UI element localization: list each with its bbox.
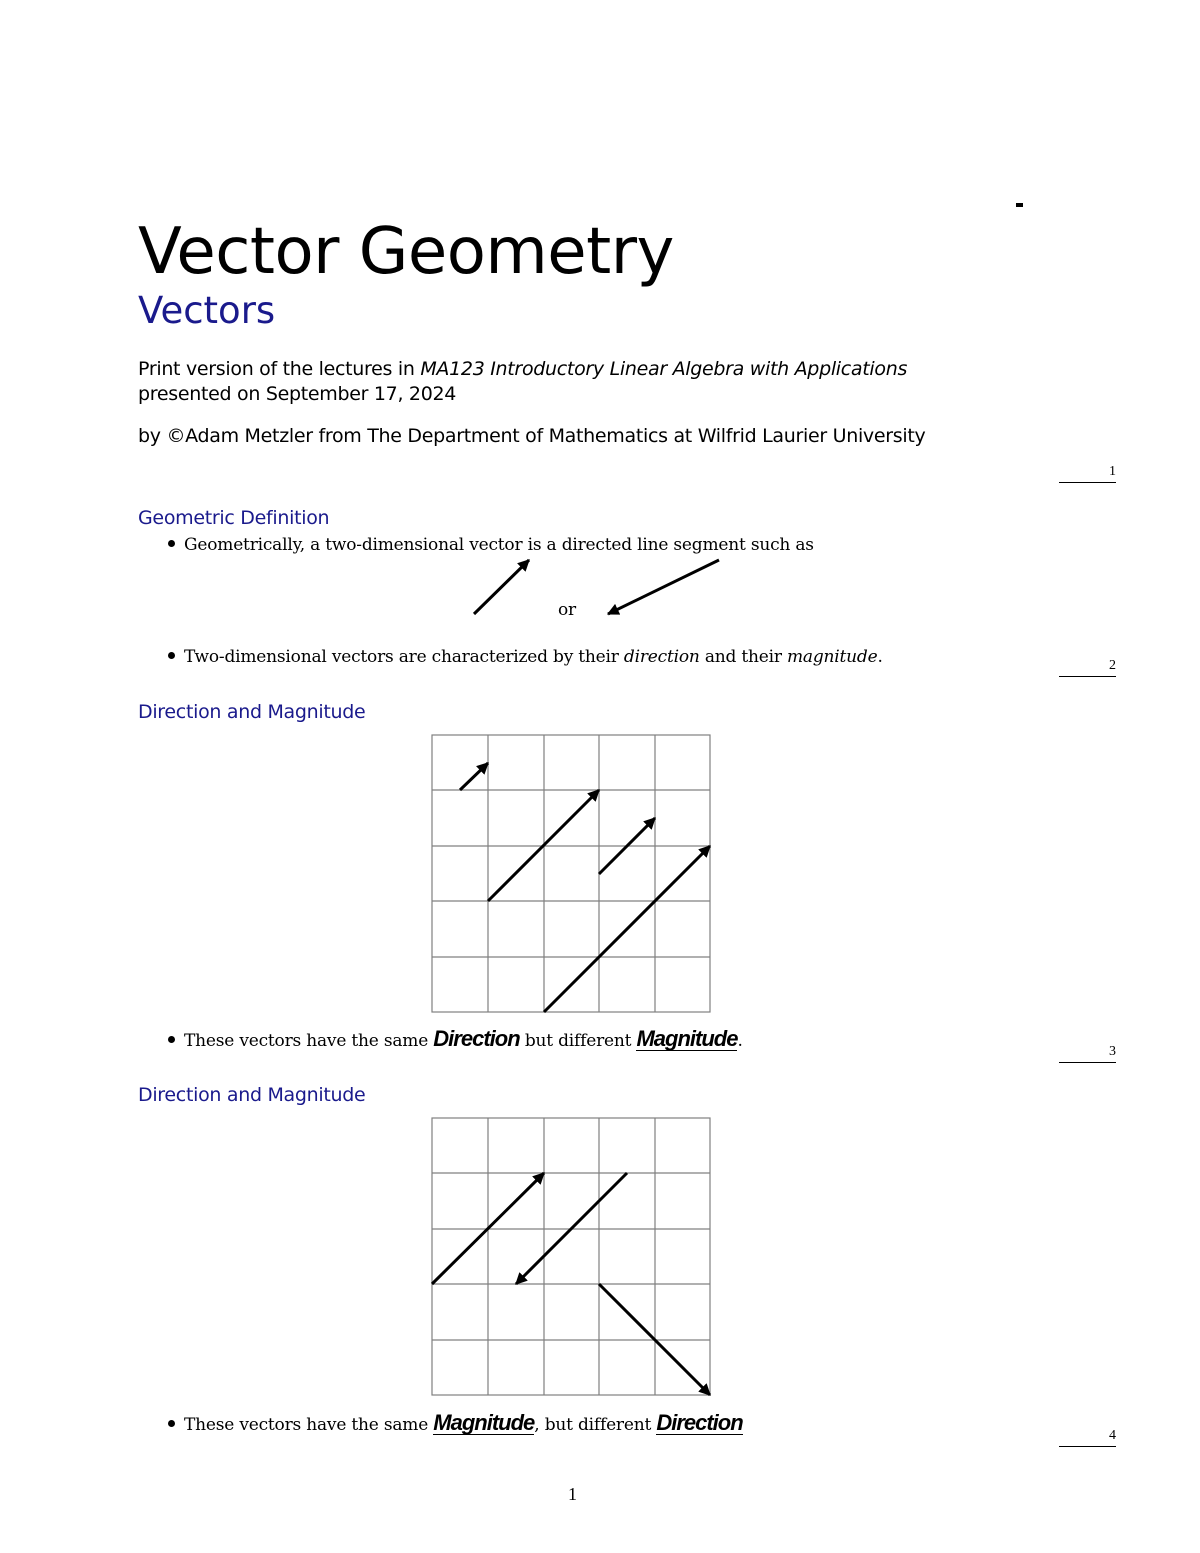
term-direction: direction	[623, 647, 700, 667]
bullet-text: Two-dimensional vectors are characterized by their	[184, 647, 624, 667]
page-subtitle: Vectors	[138, 289, 276, 332]
byline: by ©Adam Metzler from The Department of Mathematics at Wilfrid Laurier University	[138, 425, 926, 447]
bullet-text: .	[877, 647, 883, 667]
or-label: or	[558, 600, 576, 620]
bullet-text: Geometrically, a two-dimensional vector is a directed line segment such as	[184, 535, 814, 555]
slide-number: 2	[1059, 658, 1116, 677]
bullet-item	[168, 1412, 743, 1436]
handwritten-answer: Magnitude	[636, 1026, 738, 1051]
presented-date: presented on September 17, 2024	[138, 383, 457, 405]
page-title: Vector Geometry	[138, 215, 674, 289]
bullet-text: and their	[699, 647, 787, 667]
slide-number: 3	[1059, 1044, 1116, 1063]
section-heading: Direction and Magnitude	[138, 1084, 366, 1106]
bullet-text: but different	[519, 1031, 637, 1051]
section-heading: Direction and Magnitude	[138, 701, 366, 723]
handwritten-answer: Direction	[433, 1026, 520, 1051]
bullet-text: , but different	[534, 1415, 657, 1435]
term-magnitude: magnitude	[787, 647, 878, 667]
bullet-text: .	[737, 1031, 743, 1051]
print-prefix: Print version of the lectures in	[138, 358, 421, 380]
bullet-text: These vectors have the same	[184, 1415, 434, 1435]
handwritten-answer: Direction	[656, 1410, 743, 1435]
handwritten-answer: Magnitude	[433, 1410, 535, 1435]
bullet-text: These vectors have the same	[184, 1031, 434, 1051]
course-title: MA123 Introductory Linear Algebra with Applications	[420, 358, 908, 380]
slide-number: 4	[1059, 1428, 1116, 1447]
section-heading: Geometric Definition	[138, 507, 330, 529]
bullet-dot	[168, 1420, 175, 1427]
slide-number: 1	[1059, 464, 1116, 483]
page-number: 1	[568, 1484, 577, 1504]
